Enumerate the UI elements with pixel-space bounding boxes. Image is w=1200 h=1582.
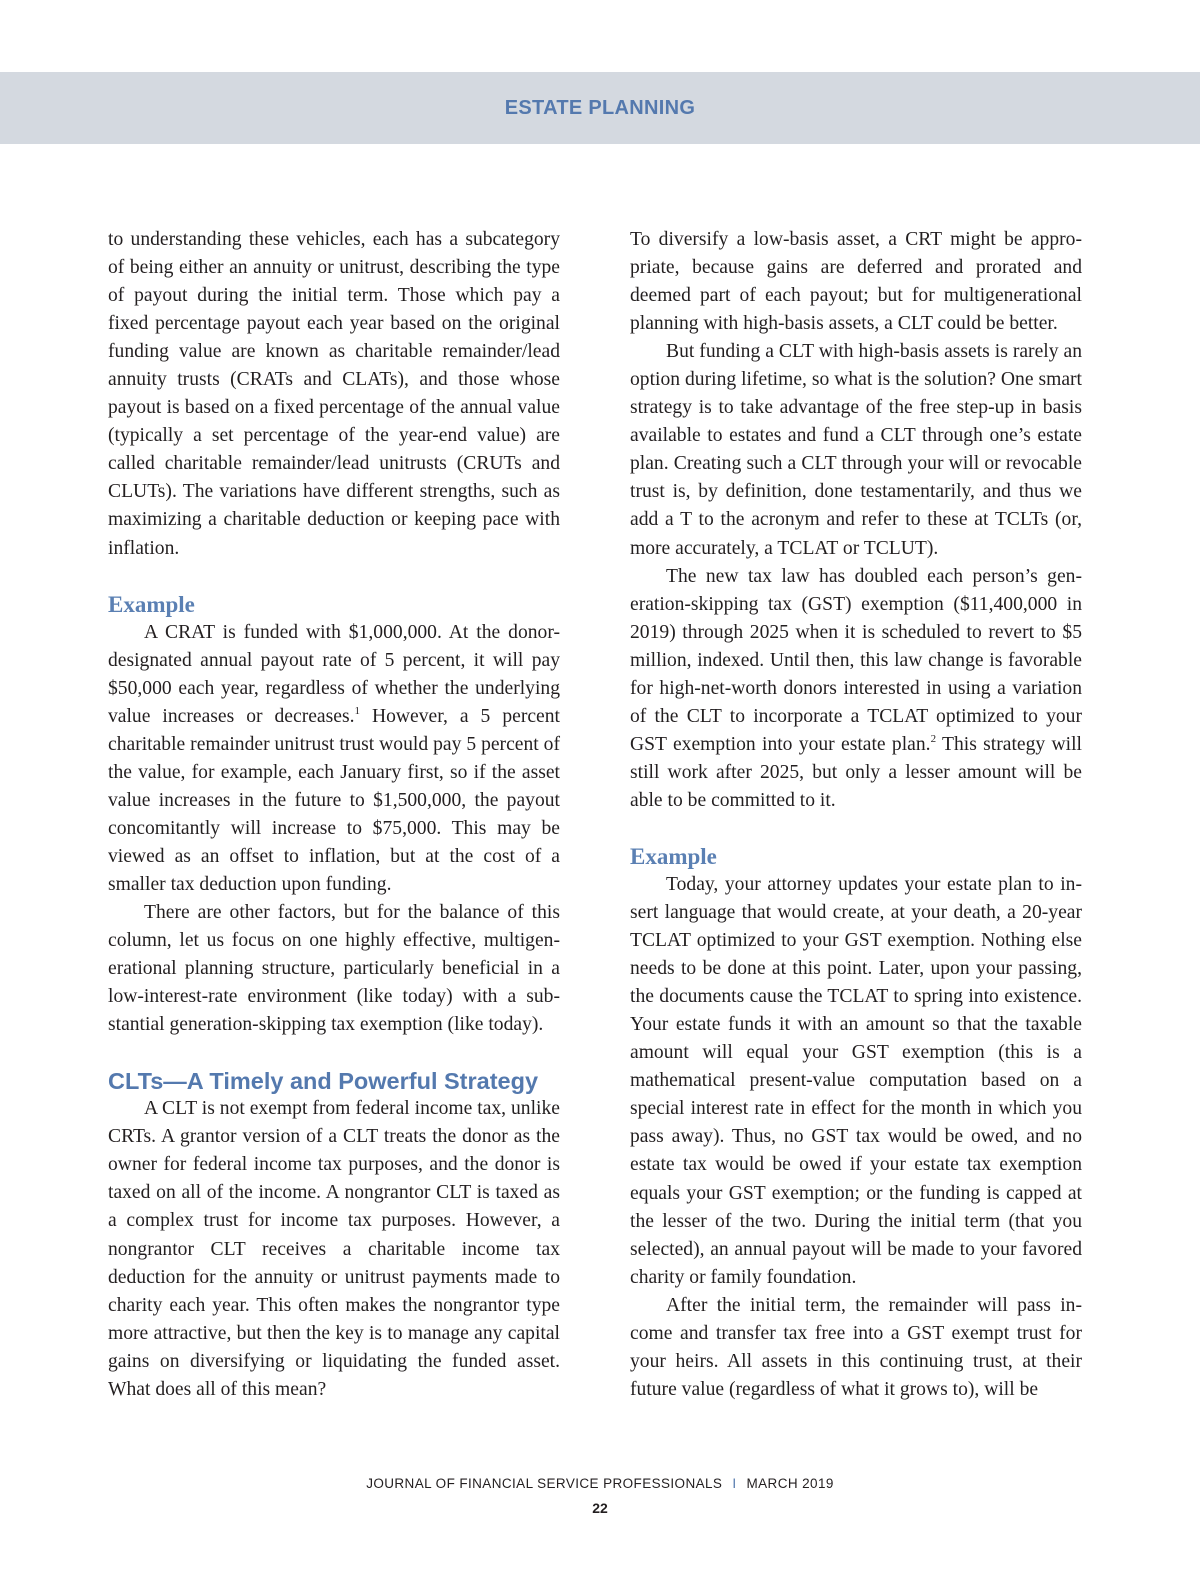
paragraph: A CLT is not exempt from federal income tax, unlike CRTs. A grantor version of a CLT treats the donor as the owner for federal income tax purposes, and the donor is taxed on all of the income. A nongrantor CLT is taxed as a complex trust for income tax purposes. However, a nongrantor CLT receives a charitable income tax deduction for the annuity or unitrust payments made to charity each year. This often makes the nongrantor type more attractive, but then the key is to manage any capital gains on diversifying or liquidating the funded asset. What does all of this mean? <box>108 1098 560 1400</box>
example-heading: Example <box>108 591 195 617</box>
page-number: 22 <box>592 1500 608 1516</box>
journal-name: JOURNAL OF FINANCIAL SERVICE PROFESSIONALS <box>366 1476 723 1491</box>
page-footer <box>0 1472 1200 1520</box>
section-header-band <box>0 72 1200 144</box>
paragraph <box>108 619 560 899</box>
paragraph: There are other factors, but for the balance of this column, let us focus on one highly effective, multigenerational planning structure, particularly beneficial in a low-interest-rate environment (like today) with a substantial generation-skipping tax exemption (like today). <box>108 902 560 1036</box>
left-column <box>108 226 560 1404</box>
paragraph: To diversify a low-basis asset, a CRT might be appropriate, because gains are deferred and prorated and deemed part of each payout; but for multigenerational planning with high-basis assets, a CLT could be better. <box>630 229 1082 335</box>
paragraph <box>630 563 1082 815</box>
paragraph-text: However, a 5 percent charitable remainder unitrust trust would pay 5 percent of the value, for example, each January first, so if the asset value increases in the future to $1,500,000, the payout concomitantly will increase to $75,000. This may be viewed as an offset to inflation, but at the cost of a smaller tax deduction upon funding. <box>108 705 560 895</box>
paragraph: After the initial term, the remainder will pass income and transfer tax free into a GST exempt trust for your heirs. All assets in this continuing trust, at their future value (regardless of what it grows to), will be <box>630 1294 1082 1400</box>
paragraph-text: The new tax law has doubled each person’s generation-skipping tax (GST) exemption ($11,400,000 in 2019) through 2025 when it is scheduled to revert to $5 million, indexed. Until then, this law change is favorable for high-net-worth donors interested in using a variation of the CLT to incorporate a TCLAT optimized to your GST exemption into your estate plan. <box>630 565 1082 755</box>
footnote-marker: 1 <box>354 704 360 717</box>
section-label: ESTATE PLANNING <box>504 96 696 119</box>
footnote-marker: 2 <box>930 732 937 745</box>
paragraph: to understanding these vehicles, each has a subcategory of being either an annuity or unitrust, describing the type of payout during the initial term. Those which pay a fixed percentage payout each year based on the original funding value are known as charitable remainder/lead annuity trusts (CRATs and CLATs), and those whose payout is based on a fixed percentage of the annual value (typically a set percentage of the year-end value) are called charitable remainder/​lead unitrusts (CRUTs and CLUTs). The variations have different strengths, such as maximizing a charitable deduction or keeping pace with inflation. <box>108 229 560 559</box>
footer-separator: I <box>732 1476 737 1491</box>
paragraph: Today, your attorney updates your estate plan to insert language that would create, at your death, a 20-year TCLAT optimized to your GST exemption. Nothing else needs to be done at this point. Later, upon your passing, the documents cause the TCLAT to spring into existence. Your estate funds it with an amount so that the taxable amount will equal your GST exemption (this is a mathematical present-value computation based on a special interest rate in effect for the month in which you pass away). Thus, no GST tax would be owed, and no estate tax would be owed if your estate tax exemption equals your GST exemption; or the funding is capped at the lesser of the two. During the initial term (that you selected), an annual payout will be made to your favored charity or family foundation. <box>630 873 1082 1288</box>
paragraph-text: This strategy will still work after 2025, but only a lesser amount will be able to be committed to it. <box>630 733 1083 811</box>
footer-journal-line <box>0 1472 1200 1496</box>
example-heading: Example <box>630 843 717 869</box>
issue-date: MARCH 2019 <box>746 1476 834 1491</box>
paragraph: But funding a CLT with high-basis assets is rarely an option during lifetime, so what is the solution? One smart strategy is to take advantage of the free step-up in basis available to estates and fund a CLT through one’s estate plan. Creating such a CLT through your will or revocable trust is, by definition, done testamentarily, and thus we add a T to the acronym and refer to these at TCLTs (or, more accurately, a TCLAT or TCLUT). <box>630 341 1082 559</box>
right-column <box>630 226 1082 1404</box>
subheading: CLTs—A Timely and Powerful Strategy <box>108 1068 539 1095</box>
paragraph-text: A CRAT is funded with $1,000,000. At the donor-designated annual payout rate of 5 percent, it will pay $50,000 each year, regardless of whether the underlying value increases or decreases. <box>108 621 560 727</box>
